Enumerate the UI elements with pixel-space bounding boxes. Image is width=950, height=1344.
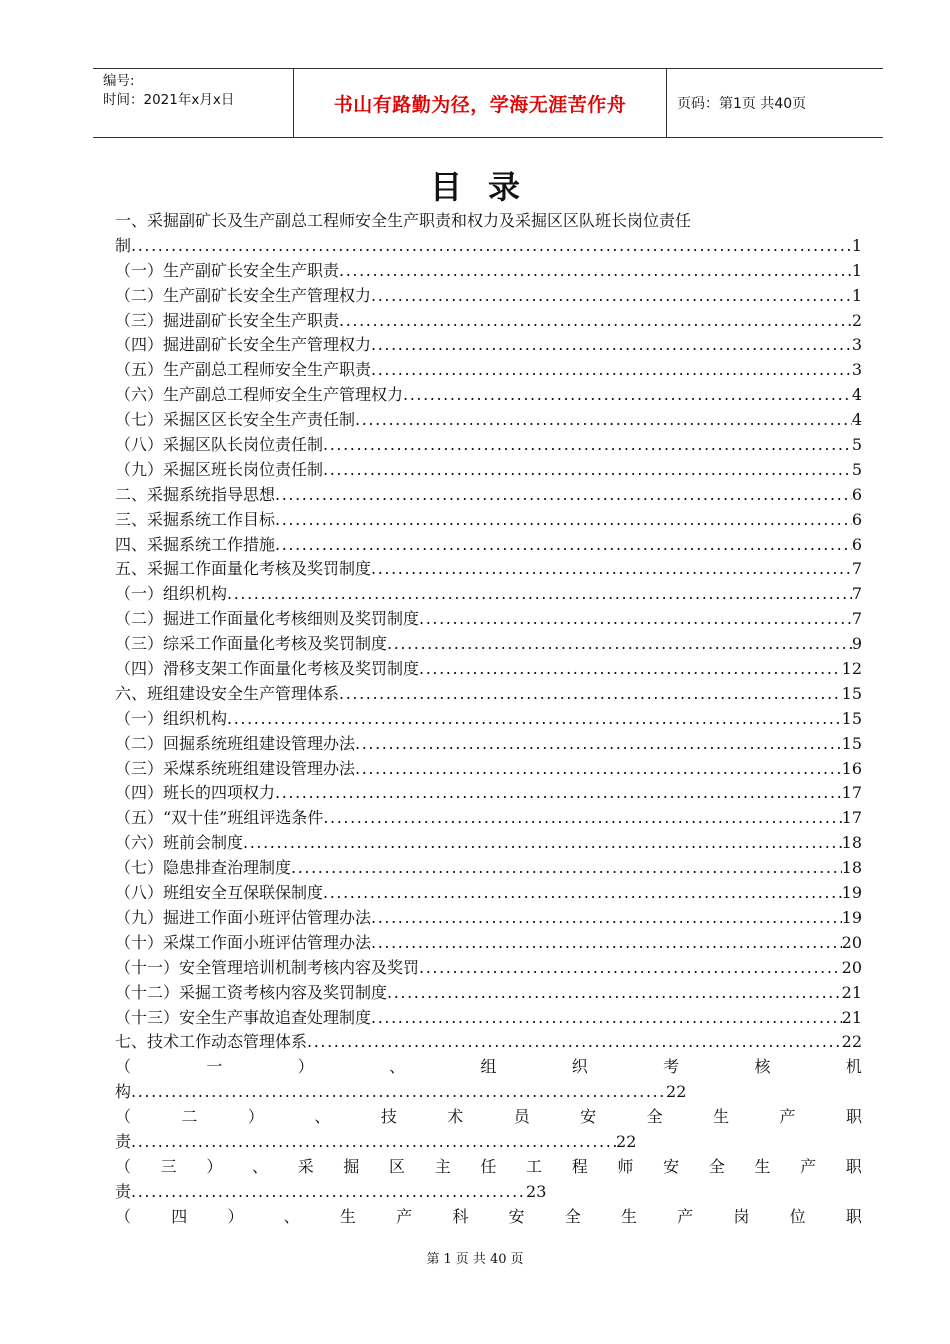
toc-spread-char: 区 bbox=[389, 1156, 406, 1176]
toc-page-number: 3 bbox=[851, 335, 862, 355]
toc-entry[interactable] bbox=[115, 756, 862, 781]
toc-spread-char: 科 bbox=[452, 1206, 469, 1226]
toc-spread-char: ） bbox=[227, 1206, 244, 1226]
toc-entry-text: （十一）安全管理培训机制考核内容及奖罚 bbox=[115, 957, 420, 977]
toc-entry-text: （一）生产副矿长安全生产职责 bbox=[115, 260, 340, 280]
toc-spread-char: 掘 bbox=[343, 1156, 360, 1176]
toc-leader-dots bbox=[323, 883, 842, 902]
toc-page-number: 6 bbox=[851, 534, 862, 554]
toc-page-number: 7 bbox=[851, 584, 862, 604]
toc-leader-dots bbox=[419, 958, 842, 977]
toc-entry-text: （九）采掘区班长岗位责任制 bbox=[115, 459, 324, 479]
page-footer bbox=[0, 1248, 950, 1267]
toc-spread-char: 四 bbox=[171, 1206, 188, 1226]
toc-entry[interactable] bbox=[115, 532, 862, 557]
toc-spread-char: 组 bbox=[480, 1057, 497, 1077]
toc-entry[interactable] bbox=[115, 980, 862, 1005]
toc-entry-text: 制 bbox=[115, 235, 132, 255]
toc-spread-char: 织 bbox=[571, 1057, 588, 1077]
toc-spread-char: 、 bbox=[389, 1057, 406, 1077]
header-meta bbox=[93, 69, 294, 137]
toc-entry-text: 四、采掘系统工作措施 bbox=[115, 534, 276, 554]
toc-spread-char: 安 bbox=[663, 1156, 680, 1176]
toc-spread-char: 、 bbox=[283, 1206, 300, 1226]
toc-leader-dots bbox=[131, 1132, 616, 1151]
toc-entry-text: （一）组织机构 bbox=[115, 708, 228, 728]
toc-leader-dots bbox=[355, 410, 852, 429]
toc-spread-char: 考 bbox=[663, 1057, 680, 1077]
toc-spread-char: 全 bbox=[564, 1206, 581, 1226]
toc-entry[interactable] bbox=[115, 805, 862, 830]
toc-spread-char: 、 bbox=[252, 1156, 269, 1176]
toc-page-number: 21 bbox=[841, 1007, 862, 1027]
toc-entry[interactable] bbox=[115, 258, 862, 283]
toc-page-number: 17 bbox=[841, 783, 862, 803]
toc-leader-dots bbox=[323, 808, 841, 827]
toc-page-number: 7 bbox=[851, 609, 862, 629]
toc-spread-char: ） bbox=[247, 1107, 264, 1127]
toc-spread-tail[interactable] bbox=[115, 1079, 862, 1104]
toc-leader-dots bbox=[387, 983, 842, 1002]
toc-page-number: 4 bbox=[851, 385, 862, 405]
toc-page-number: 19 bbox=[841, 883, 862, 903]
toc-entry-text: （十）采煤工作面小班评估管理办法 bbox=[115, 932, 372, 952]
toc-entry[interactable] bbox=[115, 656, 862, 681]
toc-entry-text: （二）回掘系统班组建设管理办法 bbox=[115, 733, 356, 753]
toc-leader-dots bbox=[275, 783, 842, 802]
toc-entry[interactable] bbox=[115, 930, 862, 955]
toc-entry-text: （七）隐患排查治理制度 bbox=[115, 858, 292, 878]
toc-entry-text: （二）生产副矿长安全生产管理权力 bbox=[115, 285, 372, 305]
toc-leader-dots bbox=[323, 435, 852, 454]
document-time: 时间：2021年x月x日 bbox=[103, 92, 235, 108]
toc-entry-text: （六）生产副总工程师安全生产管理权力 bbox=[115, 385, 404, 405]
toc-spread-char: 核 bbox=[754, 1057, 771, 1077]
toc-entry[interactable] bbox=[115, 556, 862, 581]
toc-leader-dots bbox=[323, 460, 852, 479]
toc-entry[interactable] bbox=[115, 507, 862, 532]
footer-suffix: 页 bbox=[510, 1252, 524, 1267]
toc-spread-char: （ bbox=[115, 1206, 132, 1226]
toc-spread-tail[interactable] bbox=[115, 1179, 862, 1204]
toc-entry[interactable] bbox=[115, 332, 862, 357]
toc-entry[interactable] bbox=[115, 482, 862, 507]
toc-page-number: 23 bbox=[526, 1181, 547, 1201]
toc-page-number: 1 bbox=[851, 260, 862, 280]
toc-leader-dots bbox=[339, 311, 852, 330]
toc-spread-char: 生 bbox=[620, 1206, 637, 1226]
toc-entry-text: （九）掘进工作面小班评估管理办法 bbox=[115, 907, 372, 927]
toc-page-number: 7 bbox=[851, 559, 862, 579]
toc-spread-char: 产 bbox=[677, 1206, 694, 1226]
toc-entry[interactable] bbox=[115, 233, 862, 258]
toc-spread-line[interactable] bbox=[115, 1154, 862, 1179]
toc-entry-text: （二）掘进工作面量化考核细则及奖罚制度 bbox=[115, 609, 420, 629]
toc-entry-text: （十三）安全生产事故追查处理制度 bbox=[115, 1007, 372, 1027]
toc-spread-char: 生 bbox=[754, 1156, 771, 1176]
toc-spread-line[interactable] bbox=[115, 1204, 862, 1229]
toc-entry[interactable] bbox=[115, 880, 862, 905]
toc-spread-char: 技 bbox=[380, 1107, 397, 1127]
toc-entry[interactable] bbox=[115, 631, 862, 656]
toc-leader-dots bbox=[419, 659, 842, 678]
toc-leader-dots bbox=[275, 510, 852, 529]
toc-leader-dots bbox=[371, 908, 842, 927]
toc-entry-text: 五、采掘工作面量化考核及奖罚制度 bbox=[115, 559, 372, 579]
toc-entry-text: 构 bbox=[115, 1082, 132, 1102]
toc-entry-text: （三）综采工作面量化考核及奖罚制度 bbox=[115, 634, 388, 654]
toc-leader-dots bbox=[371, 933, 842, 952]
toc-page-number: 18 bbox=[841, 833, 862, 853]
toc-leader-dots bbox=[371, 360, 852, 379]
toc-spread-char: 生 bbox=[713, 1107, 730, 1127]
toc-spread-char: 职 bbox=[845, 1206, 862, 1226]
toc-leader-dots bbox=[275, 485, 852, 504]
toc-entry-text: 二、采掘系统指导思想 bbox=[115, 484, 276, 504]
toc-page-number: 12 bbox=[841, 659, 862, 679]
toc-entry-text: 三、采掘系统工作目标 bbox=[115, 509, 276, 529]
toc-page-number: 19 bbox=[841, 907, 862, 927]
toc-leader-dots bbox=[339, 684, 842, 703]
toc-page-number: 5 bbox=[851, 459, 862, 479]
toc-leader-dots bbox=[227, 584, 852, 603]
toc-entry[interactable] bbox=[115, 706, 862, 731]
toc-leader-dots bbox=[355, 759, 842, 778]
toc-entry-list bbox=[115, 258, 862, 1055]
footer-total-pages: 40 bbox=[489, 1252, 507, 1267]
toc-entry[interactable] bbox=[115, 1005, 862, 1030]
toc-entry-text: （五）生产副总工程师安全生产职责 bbox=[115, 360, 372, 380]
toc-entry-text: （四）班长的四项权力 bbox=[115, 783, 276, 803]
toc-spread-line[interactable] bbox=[115, 1104, 862, 1129]
toc-entry[interactable] bbox=[115, 905, 862, 930]
toc-entry[interactable] bbox=[115, 457, 862, 482]
toc-leader-dots bbox=[371, 559, 852, 578]
toc-page-number: 5 bbox=[851, 435, 862, 455]
toc-entry[interactable] bbox=[115, 681, 862, 706]
toc-entry-text: （三）掘进副矿长安全生产职责 bbox=[115, 310, 340, 330]
toc-page-number: 4 bbox=[851, 410, 862, 430]
toc-page-number: 18 bbox=[841, 858, 862, 878]
toc-entry[interactable] bbox=[115, 308, 862, 333]
page-title: 目录 bbox=[429, 168, 546, 206]
toc-leader-dots bbox=[307, 1032, 842, 1051]
toc-spread-list bbox=[115, 1054, 862, 1228]
toc-leader-dots bbox=[371, 1008, 842, 1027]
toc-page-number: 22 bbox=[666, 1082, 687, 1102]
toc-leader-dots bbox=[131, 1182, 526, 1201]
toc-page-number: 17 bbox=[841, 808, 862, 828]
toc-spread-char: 职 bbox=[845, 1107, 862, 1127]
page-header bbox=[93, 68, 883, 138]
header-motto: 书山有路勤为径，学海无涯苦作舟 bbox=[294, 69, 667, 137]
toc-entry[interactable] bbox=[115, 855, 862, 880]
toc-leader-dots bbox=[355, 734, 842, 753]
header-page-info: 页码：第1页 共40页 bbox=[677, 96, 807, 112]
toc-entry-text: （六）班前会制度 bbox=[115, 833, 244, 853]
toc-spread-char: 位 bbox=[789, 1206, 806, 1226]
toc-spread-char: 产 bbox=[800, 1156, 817, 1176]
toc-spread-char: 安 bbox=[508, 1206, 525, 1226]
toc-page-number: 21 bbox=[841, 982, 862, 1002]
toc-entry-text: （十二）采掘工资考核内容及奖罚制度 bbox=[115, 982, 388, 1002]
toc-spread-char: 全 bbox=[646, 1107, 663, 1127]
toc-spread-char: 全 bbox=[708, 1156, 725, 1176]
toc-spread-char: 产 bbox=[779, 1107, 796, 1127]
toc-entry-text: 责 bbox=[115, 1181, 132, 1201]
toc-entry-text: 六、班组建设安全生产管理体系 bbox=[115, 683, 340, 703]
toc-entry[interactable] bbox=[115, 382, 862, 407]
toc-spread-char: ） bbox=[297, 1057, 314, 1077]
toc-entry[interactable] bbox=[115, 1029, 862, 1054]
toc-spread-tail[interactable] bbox=[115, 1129, 862, 1154]
toc-page-number: 9 bbox=[851, 634, 862, 654]
toc-spread-char: （ bbox=[115, 1057, 132, 1077]
toc-page-number: 1 bbox=[851, 235, 862, 255]
toc-entry[interactable] bbox=[115, 606, 862, 631]
toc-page-number: 1 bbox=[851, 285, 862, 305]
toc-entry[interactable] bbox=[115, 432, 862, 457]
toc-spread-char: 一 bbox=[206, 1057, 223, 1077]
toc-leader-dots bbox=[131, 236, 852, 255]
toc-entry[interactable] bbox=[115, 780, 862, 805]
toc-page-number: 15 bbox=[841, 733, 862, 753]
toc-leader-dots bbox=[227, 709, 842, 728]
toc-page-number: 15 bbox=[841, 708, 862, 728]
toc-spread-char: （ bbox=[115, 1156, 132, 1176]
toc-spread-char: 主 bbox=[434, 1156, 451, 1176]
toc-entry[interactable] bbox=[115, 357, 862, 382]
toc-entry[interactable] bbox=[115, 581, 862, 606]
toc-spread-char: 安 bbox=[580, 1107, 597, 1127]
toc-first-line bbox=[115, 208, 862, 233]
footer-mid: 页 共 bbox=[455, 1252, 486, 1267]
toc-entry-text: 一、采掘副矿长及生产副总工程师安全生产职责和权力及采掘区区队班长岗位责任 bbox=[115, 211, 692, 230]
toc-page-number: 2 bbox=[851, 310, 862, 330]
toc-leader-dots bbox=[275, 535, 852, 554]
toc-spread-char: 三 bbox=[160, 1156, 177, 1176]
toc-leader-dots bbox=[339, 261, 852, 280]
toc-spread-char: 术 bbox=[447, 1107, 464, 1127]
toc-spread-char: 工 bbox=[526, 1156, 543, 1176]
toc-spread-char: 任 bbox=[480, 1156, 497, 1176]
toc-entry-text: （五）“双十佳”班组评选条件 bbox=[115, 808, 324, 828]
toc-entry-text: （四）掘进副矿长安全生产管理权力 bbox=[115, 335, 372, 355]
toc-spread-char: 程 bbox=[571, 1156, 588, 1176]
toc-entry-text: （一）组织机构 bbox=[115, 584, 228, 604]
toc-leader-dots bbox=[387, 634, 852, 653]
toc-entry-text: （八）采掘区队长岗位责任制 bbox=[115, 435, 324, 455]
toc-page-number: 20 bbox=[841, 932, 862, 952]
toc-leader-dots bbox=[371, 335, 852, 354]
toc-entry-text: （三）采煤系统班组建设管理办法 bbox=[115, 758, 356, 778]
toc-leader-dots bbox=[403, 385, 852, 404]
toc-entry[interactable] bbox=[115, 407, 862, 432]
toc-page-number: 16 bbox=[841, 758, 862, 778]
toc-page-number: 6 bbox=[851, 484, 862, 504]
toc-page-number: 20 bbox=[841, 957, 862, 977]
footer-current-page: 1 bbox=[443, 1252, 452, 1267]
toc-spread-char: 员 bbox=[513, 1107, 530, 1127]
toc-spread-char: 、 bbox=[314, 1107, 331, 1127]
toc-entry[interactable] bbox=[115, 731, 862, 756]
toc-page-number: 3 bbox=[851, 360, 862, 380]
toc-spread-char: 职 bbox=[845, 1156, 862, 1176]
toc-entry-text: （八）班组安全互保联保制度 bbox=[115, 883, 324, 903]
toc-leader-dots bbox=[243, 833, 842, 852]
toc-spread-char: 二 bbox=[181, 1107, 198, 1127]
toc-spread-char: ） bbox=[206, 1156, 223, 1176]
toc-leader-dots bbox=[131, 1082, 666, 1101]
toc-spread-char: 生 bbox=[339, 1206, 356, 1226]
toc-spread-char: 采 bbox=[297, 1156, 314, 1176]
toc-spread-char: 产 bbox=[396, 1206, 413, 1226]
toc-entry[interactable] bbox=[115, 283, 862, 308]
toc-page-number: 22 bbox=[616, 1131, 637, 1151]
toc-entry-text: （四）滑移支架工作面量化考核及奖罚制度 bbox=[115, 659, 420, 679]
document-number-label: 编号: bbox=[103, 73, 135, 89]
table-of-contents bbox=[115, 208, 862, 1229]
toc-page-number: 22 bbox=[841, 1032, 862, 1052]
toc-spread-char: 师 bbox=[617, 1156, 634, 1176]
toc-spread-line[interactable] bbox=[115, 1054, 862, 1079]
toc-leader-dots bbox=[371, 286, 852, 305]
toc-page-number: 6 bbox=[851, 509, 862, 529]
toc-entry[interactable] bbox=[115, 830, 862, 855]
toc-entry-text: （七）采掘区区长安全生产责任制 bbox=[115, 410, 356, 430]
toc-spread-char: （ bbox=[115, 1107, 132, 1127]
toc-spread-char: 机 bbox=[845, 1057, 862, 1077]
toc-spread-char: 岗 bbox=[733, 1206, 750, 1226]
toc-leader-dots bbox=[419, 609, 852, 628]
toc-page-number: 15 bbox=[841, 683, 862, 703]
footer-prefix: 第 bbox=[426, 1252, 440, 1267]
toc-entry-text: 责 bbox=[115, 1131, 132, 1151]
toc-entry-text: 七、技术工作动态管理体系 bbox=[115, 1032, 308, 1052]
toc-leader-dots bbox=[291, 858, 842, 877]
toc-entry[interactable] bbox=[115, 955, 862, 980]
